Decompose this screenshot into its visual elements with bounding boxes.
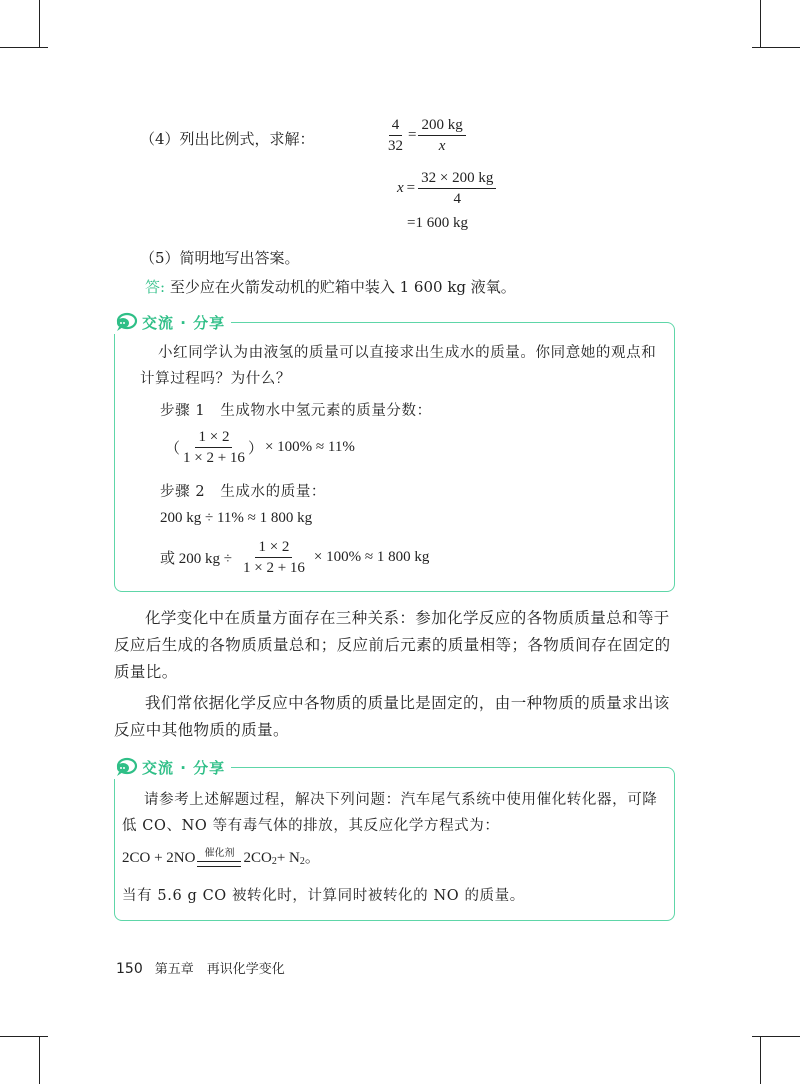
share1-formula2-prefix: 或 200 kg ÷ [160,551,232,567]
share1-calc1: 200 kg ÷ 11% ≈ 1 800 kg [160,510,313,526]
share-box-2-title: 交流 · 分享 [142,758,226,777]
share1-fraction1-numerator: 1 × 2 [195,428,232,448]
equals-sign: = [408,127,417,143]
x-result: =1 600 kg [407,215,468,231]
share1-paragraph: 小红同学认为由液氢的质量可以直接求出生成水的质量。你同意她的观点和计算过程吗？为什么？ [140,345,657,387]
x-numerator: 32 × 200 kg [418,169,496,189]
ratio-right-denominator: x [438,138,446,154]
share2-equation [122,846,320,867]
share-box-2-tag [112,755,231,779]
ratio-right-numerator: 200 kg [418,116,465,136]
catalyst-label: 催化剂 [204,848,235,859]
crop-mark [0,47,48,48]
share1-fraction2-numerator: 1 × 2 [255,538,292,558]
x-equation [397,169,496,208]
ratio-equation [385,116,466,155]
share1-formula1-tail: × 100% ≈ 11% [264,439,355,455]
body-paragraph-1: 化学变化中在质量方面存在三种关系：参加化学反应的各物质质量总和等于反应后生成的各物质质量总和；反应前后元素的质量相等；各物质间存在固定的质量比。 [114,609,671,681]
share-box-1-tag [112,310,231,334]
crop-mark [760,1036,761,1084]
share2-paragraph: 请参考上述解题过程，解决下列问题：汽车尾气系统中使用催化转化器，可降低 CO、NO 等有毒气体的排放，其反应化学方程式为： [122,792,658,834]
crop-mark [39,0,40,48]
step5-label: （5）简明地写出答案。 [140,249,300,267]
ratio-left-fraction [385,116,406,155]
subscript: 2 [271,856,277,867]
share1-formula2 [160,538,429,577]
chat-bubbles-icon [114,312,138,332]
share1-step2: 步骤 2 生成水的质量： [160,484,327,500]
chat-bubbles-icon [114,757,138,777]
share1-formula1 [165,428,355,467]
equation-plus-n: + N [276,850,300,866]
paren-close: ） [247,441,263,457]
crop-mark [760,0,761,48]
share1-fraction2 [240,538,308,577]
share1-fraction1 [180,428,248,467]
share1-step1: 步骤 1 生成物水中氢元素的质量分数： [160,403,432,419]
share1-formula2-tail: × 100% ≈ 1 800 kg [313,549,430,565]
subscript: 2 [299,856,305,867]
step4-label: （4）列出比例式，求解： [140,130,315,148]
ratio-left-denominator: 32 [388,138,403,154]
double-line [197,861,241,867]
equation-reactants: 2CO + 2NO [122,850,196,866]
chapter-title: 第五章 再识化学变化 [154,962,285,977]
x-variable: x [397,180,404,196]
answer-label: 答: [145,278,166,296]
page-number: 150 [116,961,143,977]
x-fraction [418,169,496,208]
equation-product-co2: 2CO [243,850,272,866]
page-footer [116,958,285,977]
share2-question: 当有 5.6 g CO 被转化时，计算同时被转化的 NO 的质量。 [122,888,525,904]
answer-text: 至少应在火箭发动机的贮箱中装入 1 600 kg 液氧。 [169,278,516,296]
crop-mark [39,1036,40,1084]
catalyst-arrow [197,848,241,867]
body-paragraph-2: 我们常依据化学反应中各物质的质量比是固定的，由一种物质的质量求出该反应中其他物质的质量。 [114,694,670,739]
share-box-1-title: 交流 · 分享 [142,313,226,332]
ratio-left-numerator: 4 [389,116,403,136]
paren-open: （ [165,441,181,457]
share1-fraction2-denominator: 1 × 2 + 16 [242,560,305,576]
answer-line [145,276,516,297]
equation-end: 。 [304,850,320,866]
equals-sign: = [406,180,416,196]
ratio-right-fraction [418,116,465,155]
crop-mark [0,1036,48,1037]
share1-fraction1-denominator: 1 × 2 + 16 [183,450,245,466]
x-denominator: 4 [453,191,461,207]
